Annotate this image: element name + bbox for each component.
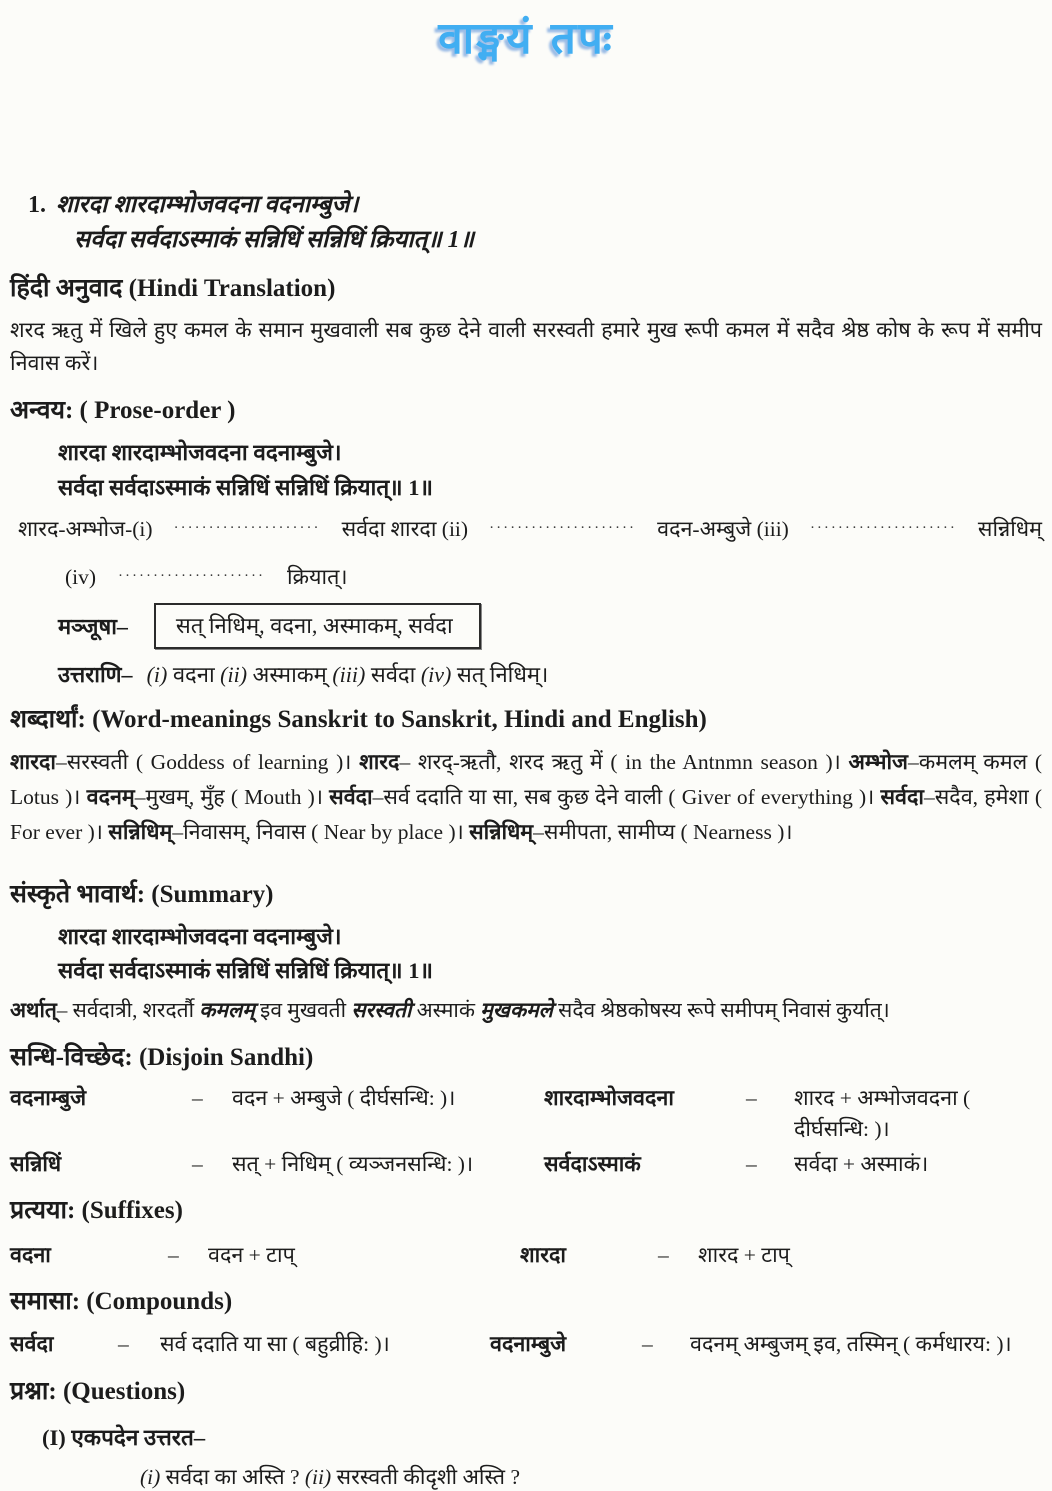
answers-label: उत्तराणि–: [58, 662, 133, 688]
verse-number: 1.: [28, 192, 46, 218]
compound-split: सर्व ददाति या सा ( बहुव्रीहि: )।: [160, 1332, 390, 1357]
manjusha-label: मञ्जूषा–: [58, 614, 128, 640]
hindi-translation-body: शरद ऋतु में खिले हुए कमल के समान मुखवाली सब कुछ देने वाली सरस्वती हमारे मुख रूपी कमल में सदैव श्रेष्ठ कोष के रूप में समीप निवास करें।: [10, 317, 1042, 375]
heading-compounds: समासा: (Compounds): [10, 1288, 233, 1316]
compound-split: वदनम् अम्बुजम् इव, तस्मिन् ( कर्मधारय: )।: [690, 1332, 1012, 1357]
dash: –: [192, 1085, 203, 1110]
dash: –: [746, 1152, 757, 1177]
verse-1-text-2: सर्वदा सर्वदाऽस्माकं सन्निधिं सन्निधिं क्रियात्॥ 1॥: [74, 226, 475, 253]
heading-summary: संस्कृते भावार्थ: (Summary): [10, 880, 274, 908]
verse-1-line-2: [74, 223, 1042, 258]
dotted-blank: ·····················: [173, 519, 321, 536]
answers-text: (i) वदना (ii) अस्माकम् (iii) सर्वदा (iv) सत् निधिम्।: [146, 662, 549, 688]
prose-order-verse-line-2: सर्वदा सर्वदाऽस्माकं सन्निधिं सन्निधिं क्रियात्॥ 1॥: [58, 475, 434, 501]
sandhi-split: सत् + निधिम् ( व्यञ्जनसन्धि: )।: [232, 1152, 474, 1177]
summary-verse: [58, 920, 1042, 990]
suffix-word: शारदा: [520, 1243, 566, 1268]
suffix-row: [10, 1240, 1042, 1271]
dash: –: [746, 1085, 757, 1110]
heading-prose-order: अन्वय: ( Prose-order ): [10, 397, 236, 425]
dotted-blank: ·····················: [489, 519, 637, 536]
summary-verse-line-2: सर्वदा सर्वदाऽस्माकं सन्निधिं सन्निधिं क्रियात्॥ 1॥: [58, 958, 434, 984]
dash: –: [658, 1243, 669, 1268]
heading-hindi-translation: हिंदी अनुवाद (Hindi Translation): [10, 274, 336, 302]
sandhi-row-2: [10, 1149, 1042, 1180]
heading-questions: प्रश्ना: (Questions): [10, 1377, 186, 1405]
dotted-blank: ·····················: [118, 568, 265, 585]
fill-part-2: सर्वदा शारदा (ii): [341, 516, 469, 541]
fill-part-4: सन्निधिम्: [977, 516, 1042, 541]
compound-word: सर्वदा: [10, 1332, 54, 1357]
compound-row: [10, 1329, 1042, 1360]
prose-order-verse: [58, 436, 1042, 506]
answers-row: [58, 659, 1042, 689]
page-title: वाङ्मयं तपः: [438, 13, 614, 64]
sandhi-split: वदन + अम्बुजे ( दीर्घसन्धि: )।: [232, 1085, 456, 1110]
sandhi-split: सर्वदा + अस्माकं।: [794, 1152, 929, 1177]
heading-suffixes: प्रत्यया: (Suffixes): [10, 1197, 183, 1225]
sandhi-word: वदनाम्बुजे: [10, 1085, 87, 1110]
sandhi-row-1: [10, 1083, 1042, 1145]
manjusha-row: [58, 603, 1042, 649]
fill-part-6: क्रियात्।: [286, 565, 348, 590]
fill-part-1: शारद-अम्भोज-(i): [18, 516, 153, 541]
word-meanings-body: शारदा–सरस्वती ( Goddess of learning )। शारद– शरद्-ऋतौ, शरद ऋतु में ( in the Antnmn season )। अम्भोज–कमलम् कमल ( Lotus )। वदनम्–मुखम्, मुँह ( Mouth )। सर्वदा–सर्व ददाति या सा, सब कुछ देने वाली ( Giver of everything )। सर्वदा–सदैव, हमेशा ( For ever )। सन्निधिम्–निवासम्, निवास ( Near by place )। सन्निधिम्–समीपता, सामीप्य ( Nearness )।: [10, 750, 1042, 844]
question-instruction: (I) एकपदेन उत्तरत–: [42, 1424, 206, 1450]
prose-fill-line-1: [18, 514, 1042, 544]
summary-meaning: अर्थात्– सर्वदात्री, शरदर्तौ कमलम् इव मुखवती सरस्वती अस्माकं मुखकमले सदैव श्रेष्ठकोषस्य रूपे समीपम् निवासं कुर्यात्।: [10, 998, 890, 1023]
fill-part-3: वदन-अम्बुजे (iii): [657, 516, 789, 541]
compound-word: वदनाम्बुजे: [490, 1332, 567, 1357]
sandhi-word: सन्निधिं: [10, 1152, 62, 1177]
verse-1-line-1: [28, 188, 1042, 223]
suffix-split: वदन + टाप्: [208, 1243, 295, 1268]
manjusha-word-box: सत् निधिम्, वदना, अस्माकम्, सर्वदा: [154, 603, 481, 649]
fill-part-5: (iv): [65, 565, 97, 590]
dash: –: [168, 1243, 179, 1268]
sandhi-word: शारदाम्भोजवदना: [544, 1085, 674, 1110]
suffix-split: शारद + टाप्: [698, 1243, 790, 1268]
dotted-blank: ·····················: [809, 519, 957, 536]
suffix-word: वदना: [10, 1243, 51, 1268]
dash: –: [642, 1332, 653, 1357]
dash: –: [118, 1332, 129, 1357]
prose-order-verse-line-1: शारदा शारदाम्भोजवदना वदनाम्बुजे।: [58, 440, 342, 466]
heading-word-meanings: शब्दार्थां: (Word-meanings Sanskrit to Sanskrit, Hindi and English): [10, 706, 707, 734]
sandhi-split: शारद + अम्भोजवदना ( दीर्घसन्धि: )।: [794, 1085, 971, 1141]
heading-sandhi: सन्धि-विच्छेद: (Disjoin Sandhi): [10, 1043, 314, 1071]
summary-verse-line-1: शारदा शारदाम्भोजवदना वदनाम्बुजे।: [58, 923, 342, 949]
dash: –: [192, 1152, 203, 1177]
question-items: (i) सर्वदा का अस्ति ? (ii) सरस्वती कीदृशी अस्ति ?: [140, 1464, 520, 1489]
verse-1: [28, 188, 1042, 258]
sandhi-word: सर्वदाऽस्माकं: [544, 1152, 641, 1177]
prose-fill-line-2: [65, 562, 1042, 591]
verse-1-text-1: शारदा शारदाम्भोजवदना वदनाम्बुजे।: [56, 192, 359, 218]
